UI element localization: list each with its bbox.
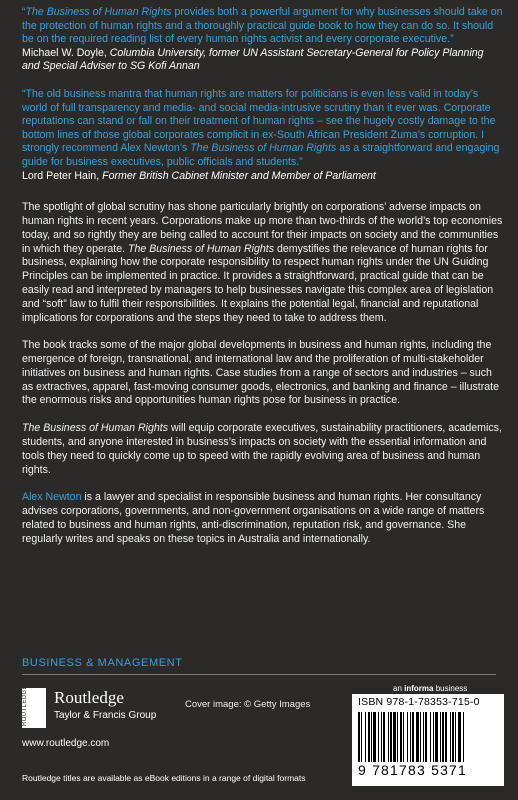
- divider-line: [22, 674, 496, 675]
- publisher-group: Taylor & Francis Group: [54, 710, 157, 721]
- isbn-label: ISBN 978-1-78353-715-0: [358, 696, 480, 708]
- endorsement-author-1: Michael W. Doyle, Columbia University, former UN Assistant Secretary-General for Policy Planning and Special Adviser to SG Kofi Annan: [22, 46, 484, 73]
- description-paragraph-2: The book tracks some of the major global developments in business and human rights, including the emergence of foreign, transnational, and international law and the proliferation of multi-stakeholder initiatives on business and human rights. Case studies from a range of sectors and industries – such as extractives, apparel, fast-moving consumer goods, electronics, and banking and finance – illustrate the enormous risks and opportunities human rights pose for business in practice.: [22, 339, 499, 407]
- back-cover-text: [22, 6, 504, 547]
- description-paragraph-1: The spotlight of global scrutiny has shone particularly brightly on corporations’ adverse impacts on human rights in recent years. Corporations make up more than two-thirds of the world’s top economies today, and so rightly they are being called to account for their impacts on society and the communities in which they operate. The Business of Human Rights demystifies the relevance of human rights for business, explaining how the corporate responsibility to respect human rights under the UN Guiding Principles can be implemented in practice. It provides a straightforward, practical guide that can be easily read and interpreted by managers to help businesses navigate this complex area of legislation and “soft” law to fulfil their responsibilities. It explains the potential legal, financial and reputational implications for corporations and the steps they need to take to address them.: [22, 201, 503, 324]
- publisher-name: Routledge: [54, 688, 124, 707]
- routledge-mark-icon: ROUTLEDGE: [22, 688, 46, 728]
- endorsement-author-2: Lord Peter Hain, Former British Cabinet Minister and Member of Parliament: [22, 169, 376, 182]
- cover-image-credit: Cover image: © Getty Images: [185, 699, 311, 710]
- ebook-availability-note: Routledge titles are available as eBook editions in a range of digital formats: [22, 773, 306, 783]
- endorsement-quote-2: “The old business mantra that human rights are matters for politicians is even less valid in today’s world of full transparency and media- and social media-intrusive scrutiny than it ever was. Corporate reputations can stand or fall on their treatment of human rights – see the hugely costly damage to the bottom lines of those global corporates complicit in ex-South African President Zuma’s corruption. I strongly recommend Alex Newton’s The Business of Human Rights as a straightforward and engaging guide for business executives, public officials and students.”: [22, 87, 500, 168]
- endorsement-quote-1: “The Business of Human Rights provides both a powerful argument for why businesses should take on the protection of human rights and a thoroughly practical guide book to how they can do so. It should be on the required reading list of every human rights activist and every corporate executive.”: [22, 6, 503, 46]
- routledge-logo: [22, 685, 192, 732]
- isbn-barcode: [352, 694, 504, 786]
- barcode-bars-icon: [358, 712, 498, 762]
- informa-business-label: an informa business: [393, 684, 468, 693]
- publisher-website: www.routledge.com: [22, 738, 110, 749]
- subject-category: BUSINESS & MANAGEMENT: [22, 657, 183, 669]
- description-paragraph-3: The Business of Human Rights will equip corporate executives, sustainability practitioners, academics, students, and anyone interested in business’s impacts on society with the essential information and tools they need to quickly come up to speed with the rapidly evolving area of business and human rights.: [22, 422, 502, 476]
- barcode-digits: 9 781783 5371: [358, 762, 468, 778]
- author-bio: Alex Newton is a lawyer and specialist in responsible business and human rights. Her consultancy advises corporations, governments, and non-government organisations on a wide range of matters related to business and human rights, anti-discrimination, reputation risk, and governance. She regularly writes and speaks on these topics in Australia and internationally.: [22, 491, 485, 545]
